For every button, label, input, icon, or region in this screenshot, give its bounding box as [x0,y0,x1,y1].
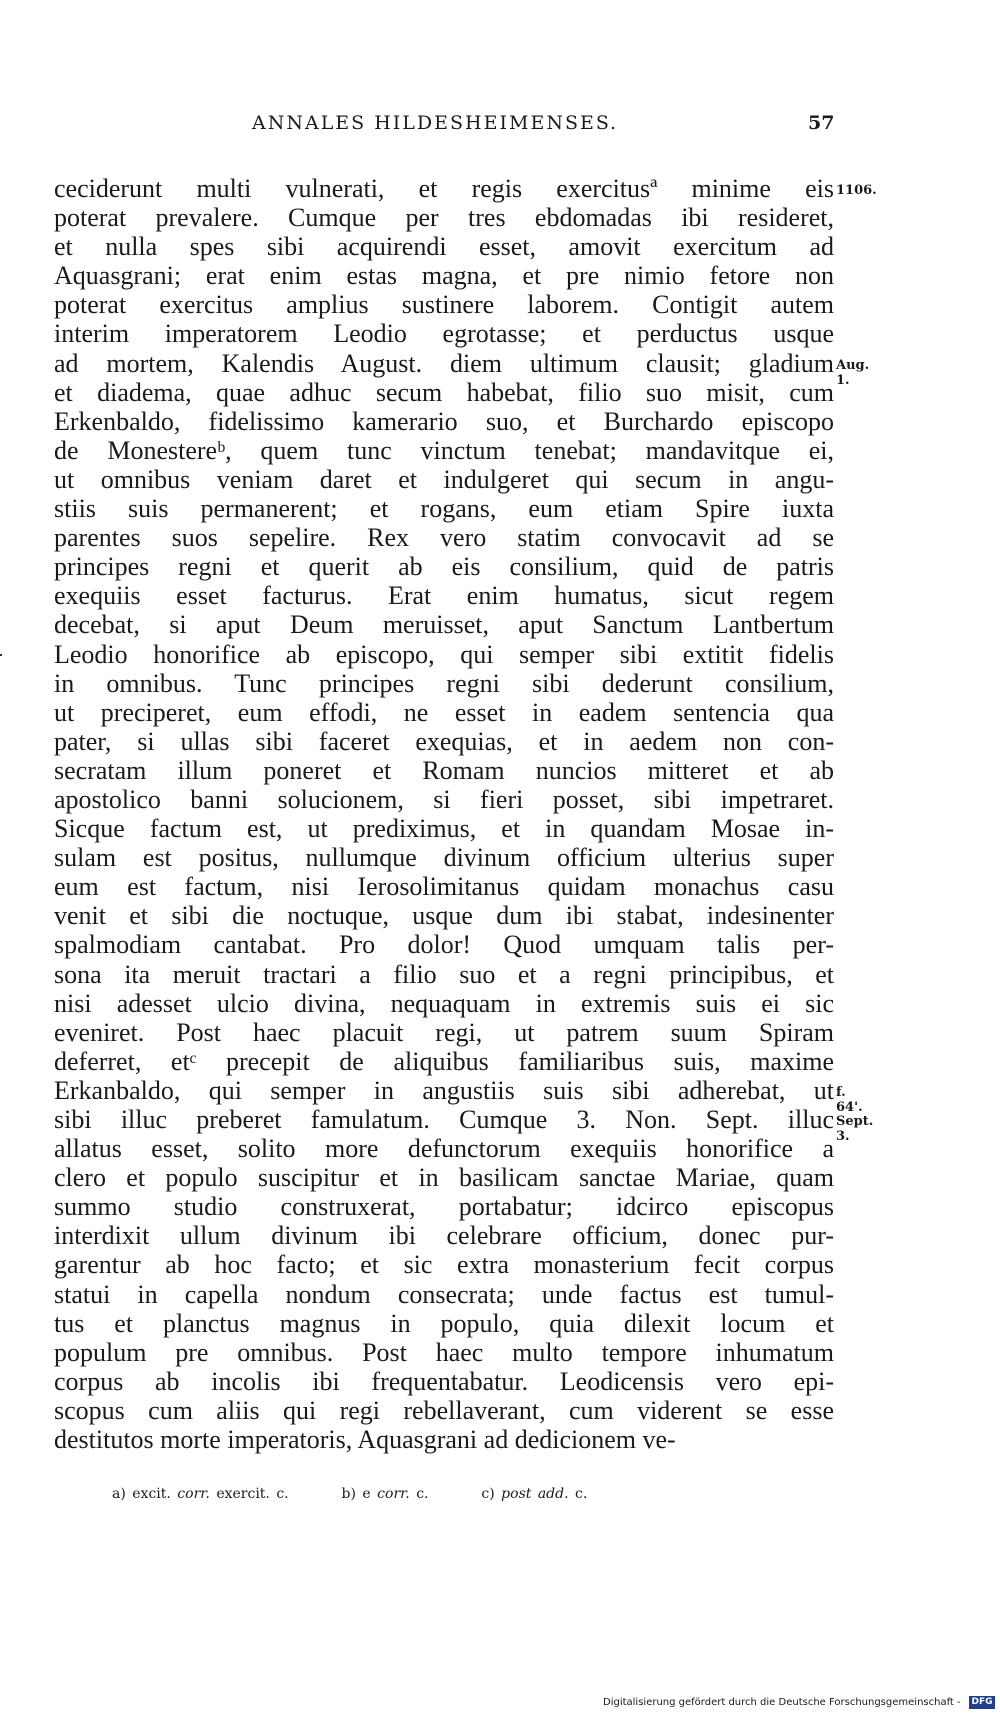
footnotes [112,1486,587,1502]
text-line: eveniret. Post haec placuit regi, ut patrem suum Spiram [54,1017,834,1047]
text-line: spalmodiam cantabat. Pro dolor! Quod umquam talis per- [54,930,834,960]
text-line: interim imperatorem Leodio egrotasse; et perductus usque [54,319,834,349]
text-line: allatus esset, solito more defunctorum exequiis honorifice a [54,1134,834,1164]
text-line: clero et populo suscipitur et in basilicam sanctae Mariae, quam [54,1163,834,1193]
text-line: Erkanbaldo, qui semper in angustiis suis sibi adherebat, ut [54,1075,834,1105]
page-number: 57 [808,112,835,134]
text-line: corpus ab incolis ibi frequentabatur. Leodicensis vero epi- [54,1366,834,1396]
text-line: venit et sibi die noctuque, usque dum ibi stabat, indesinenter [54,901,834,931]
text-line: tus et planctus magnus in populo, quia dilexit locum et [54,1308,834,1338]
text-line: destitutos morte imperatoris, Aquasgrani ad dedicionem ve- [54,1425,676,1455]
margin-note: Sept. 3. [836,1114,874,1145]
text-line: Aquasgrani; erat enim estas magna, et pre nimio fetore non [54,261,834,291]
text-line: ceciderunt multi vulnerati, et regis exercitusª minime eis [54,174,834,203]
text-line: apostolico banni solucionem, si fieri posset, sibi impetraret. [54,784,834,814]
text-line: Erkenbaldo, fidelissimo kamerario suo, et Burchardo episcopo [54,406,834,436]
footnote-c: c) post add. c. [481,1486,588,1502]
text-line: nisi adesset ulcio divina, nequaquam in extremis suis ei sic [54,988,834,1018]
text-line: principes regni et querit ab eis consilium, quid de patris [54,552,834,582]
text-line: sibi illuc preberet famulatum. Cumque 3. Non. Sept. illuc [54,1105,834,1134]
text-line: secratam illum poneret et Romam nuncios mitteret et ab [54,755,834,785]
text-line: et diadema, quae adhuc secum habebat, filio suo misit, cum [54,377,834,407]
text-line: poterat exercitus amplius sustinere laborem. Contigit autem [54,290,834,320]
text-line: Leodio honorifice ab episcopo, qui semper sibi extitit fidelis [54,639,834,669]
text-line: deferret, etᶜ precepit de aliquibus familiaribus suis, maxime [54,1046,834,1076]
text-line: in omnibus. Tunc principes regni sibi dederunt consilium, [54,668,834,698]
dfg-logo: DFG [969,1696,995,1709]
digitization-credit: Digitalisierung gefördert durch die Deutsche Forschungsgemeinschaft - [603,1697,961,1708]
text-line: pater, si ullas sibi faceret exequias, et in aedem non con- [54,726,834,756]
text-line: interdixit ullum divinum ibi celebrare officium, donec pur- [54,1221,834,1251]
text-line: sona ita meruit tractari a filio suo et a regni principibus, et [54,959,834,989]
footnote-a: a) excit. corr. exercit. c. [112,1486,289,1502]
text-line: ad mortem, Kalendis August. diem ultimum clausit; gladium [54,348,834,378]
text-line: stiis suis permanerent; et rogans, eum etiam Spire iuxta [54,494,834,524]
text-line: garentur ab hoc facto; et sic extra monasterium fecit corpus [54,1250,834,1280]
text-line: statui in capella nondum consecrata; unde factus est tumul- [54,1279,834,1309]
text-line: scopus cum aliis qui regi rebellaverant, cum viderent se esse [54,1395,834,1425]
body-text [54,174,834,1454]
text-line: Sicque factum est, ut prediximus, et in quandam Mosae in- [54,814,834,844]
text-line: eum est factum, nisi Ierosolimitanus quidam monachus casu [54,872,834,902]
margin-note: Aug. 1. [836,357,870,388]
footnote-b: b) e corr. c. [341,1486,429,1502]
margin-mark [0,654,2,656]
margin-note: 1106. [836,183,877,198]
text-line: ut preciperet, eum effodi, ne esset in eadem sentencia qua [54,697,834,727]
text-line: de Monestereᵇ, quem tunc vinctum tenebat; mandavitque ei, [54,435,834,465]
text-line: parentes suos sepelire. Rex vero statim convocavit ad se [54,523,834,553]
text-line: poterat prevalere. Cumque per tres ebdomadas ibi resideret, [54,203,834,233]
text-line: summo studio construxerat, portabatur; idcirco episcopus [54,1192,834,1222]
text-line: et nulla spes sibi acquirendi esset, amovit exercitum ad [54,232,834,262]
text-line: exequiis esset facturus. Erat enim humatus, sicut regem [54,581,834,611]
margin-note: f. 64'. [836,1085,863,1116]
text-line: decebat, si aput Deum meruisset, aput Sanctum Lantbertum [54,610,834,640]
running-title: ANNALES HILDESHEIMENSES. [252,112,619,134]
text-line: ut omnibus veniam daret et indulgeret qui secum in angu- [54,464,834,494]
text-line: populum pre omnibus. Post haec multo tempore inhumatum [54,1337,834,1367]
text-line: sulam est positus, nullumque divinum officium ulterius super [54,843,834,873]
